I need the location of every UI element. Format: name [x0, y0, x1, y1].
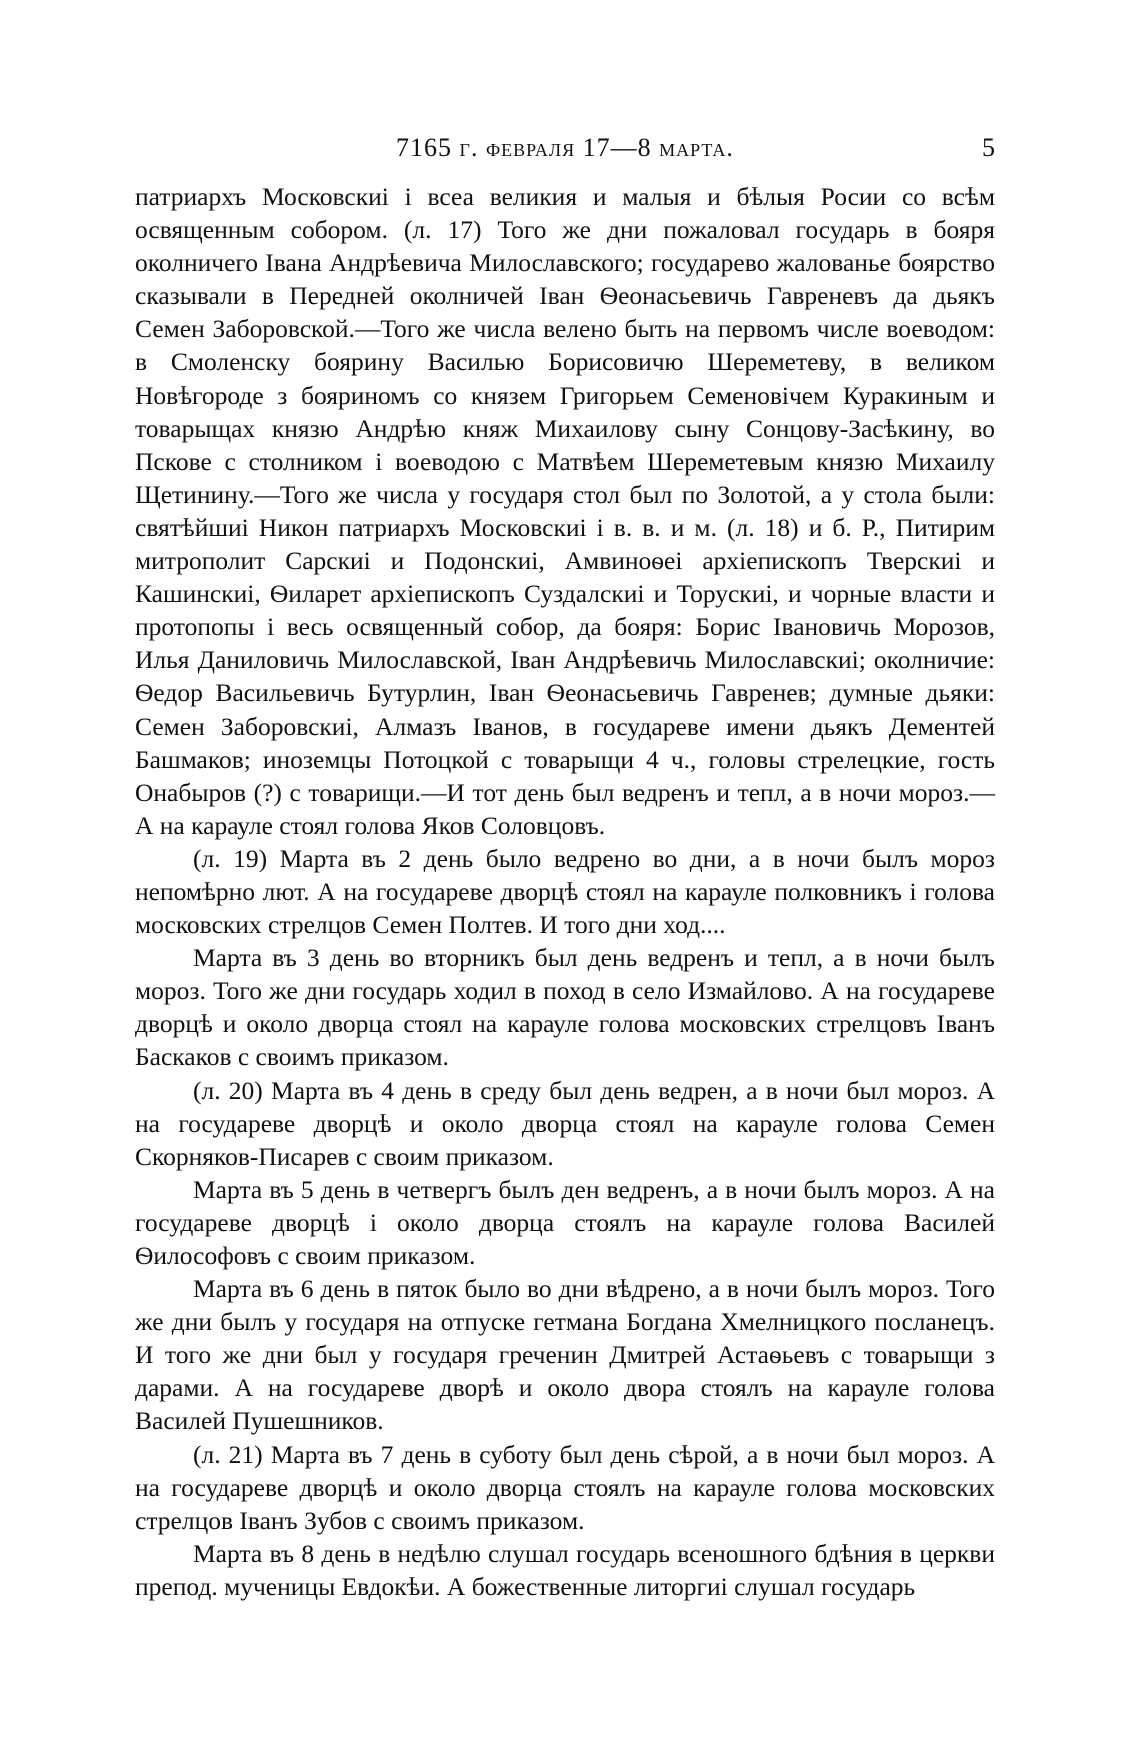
- body-text: [135, 180, 995, 1603]
- page-number: 5: [982, 133, 995, 162]
- running-head: [135, 128, 995, 168]
- paragraph-1: патриархъ Московскиі і всеа великия и малыя и бѣлыя Росии со всѣм освященным собором. (л. 17) Того же дни пожаловал государь в бояря околничего Івана Андрѣевича Милославского; государево жалованье боярство сказывали в Передней околничей Іван Ѳеонасьевичь Гавреневъ да дьякъ Семен Заборовской.—Того же числа велено быть на первомъ числе воеводом: в Смоленску боярину Василью Борисовичю Шереметеву, в великом Новѣгороде з бояриномъ со князем Григорьем Семеновічем Куракиным и товарыщах князю Андрѣю княж Михаилову сыну Сонцову-Засѣкину, во Пскове с столником і воеводою с Матвѣем Шереметевым князю Михаилу Щетинину.—Того же числа у государя стол был по Золотой, а у стола были: святѣйшиі Никон патриархъ Московскиі і в. в. и м. (л. 18) и б. Р., Питирим митрополит Сарскиі и Подонскиі, Амвиноѳеі архіепископъ Тверскиі и Кашинскиі, Ѳиларет архіепископъ Суздалскиі и Торускиі, и чорные власти и протопопы і весь освященный собор, да бояря: Борис Івановичь Морозов, Илья Даниловичь Милославской, Іван Андрѣевичь Милославскиі; околничие: Ѳедор Васильевичь Бутурлин, Іван Ѳеонасьевичь Гавренев; думные дьяки: Семен Заборовскиі, Алмазъ Іванов, в государеве имени дьякъ Дементей Башмаков; иноземцы Потоцкой с товарыщи 4 ч., головы стрелецкие, гость Онабыров (?) с товарищи.—И тот день был ведренъ и тепл, а в ночи мороз.—А на карауле стоял голова Яков Соловцовъ.: [135, 182, 995, 840]
- paragraph-5: Марта въ 5 день в четвергъ былъ ден ведренъ, а в ночи былъ мороз. А на государеве дворцѣ і около дворца стоялъ на карауле голова Василей Ѳилософовъ с своим приказом.: [135, 1174, 995, 1270]
- paragraph-7: (л. 21) Марта въ 7 день в суботу был день сѣрой, а в ночи был мороз. А на государеве дворцѣ и около дворца стоялъ на карауле голова московских стрелцов Іванъ Зубов с своимъ приказом.: [135, 1439, 995, 1535]
- paragraph-6: Марта въ 6 день в пяток было во дни вѣдрено, а в ночи былъ мороз. Того же дни былъ у государя на отпуске гетмана Богдана Хмелницкого посланецъ. И того же дни был у государя греченин Дмитрей Астаѳьевъ с товарыщи з дарами. А на государеве дворѣ и около двора стоялъ на карауле голова Василей Пушешников.: [135, 1274, 995, 1436]
- paragraph-8: Марта въ 8 день в недѣлю слушал государь всеношного бдѣния в церкви препод. мученицы Евдокѣи. А божественные литоргиі слушал государь: [135, 1538, 995, 1601]
- paragraph-3: Марта въ 3 день во вторникъ был день ведренъ и тепл, а в ночи былъ мороз. Того же дни государь ходил в поход в село Измайлово. А на государеве дворцѣ и около дворца стоял на карауле голова московских стрелцовъ Іванъ Баскаков с своимъ приказом.: [135, 943, 995, 1072]
- paragraph-2: (л. 19) Марта въ 2 день было ведрено во дни, а в ночи былъ мороз непомѣрно лют. А на государеве дворцѣ стоял на карауле полковникъ і голова московских стрелцов Семен Полтев. И того дни ход....: [135, 843, 995, 940]
- paragraph-4: (л. 20) Марта въ 4 день в среду был день ведрен, а в ночи был мороз. А на государеве дворцѣ и около дворца стоял на карауле голова Семен Скорняков-Писарев с своим приказом.: [135, 1075, 995, 1171]
- running-head-title: 7165 г. февраля 17—8 марта.: [396, 133, 734, 162]
